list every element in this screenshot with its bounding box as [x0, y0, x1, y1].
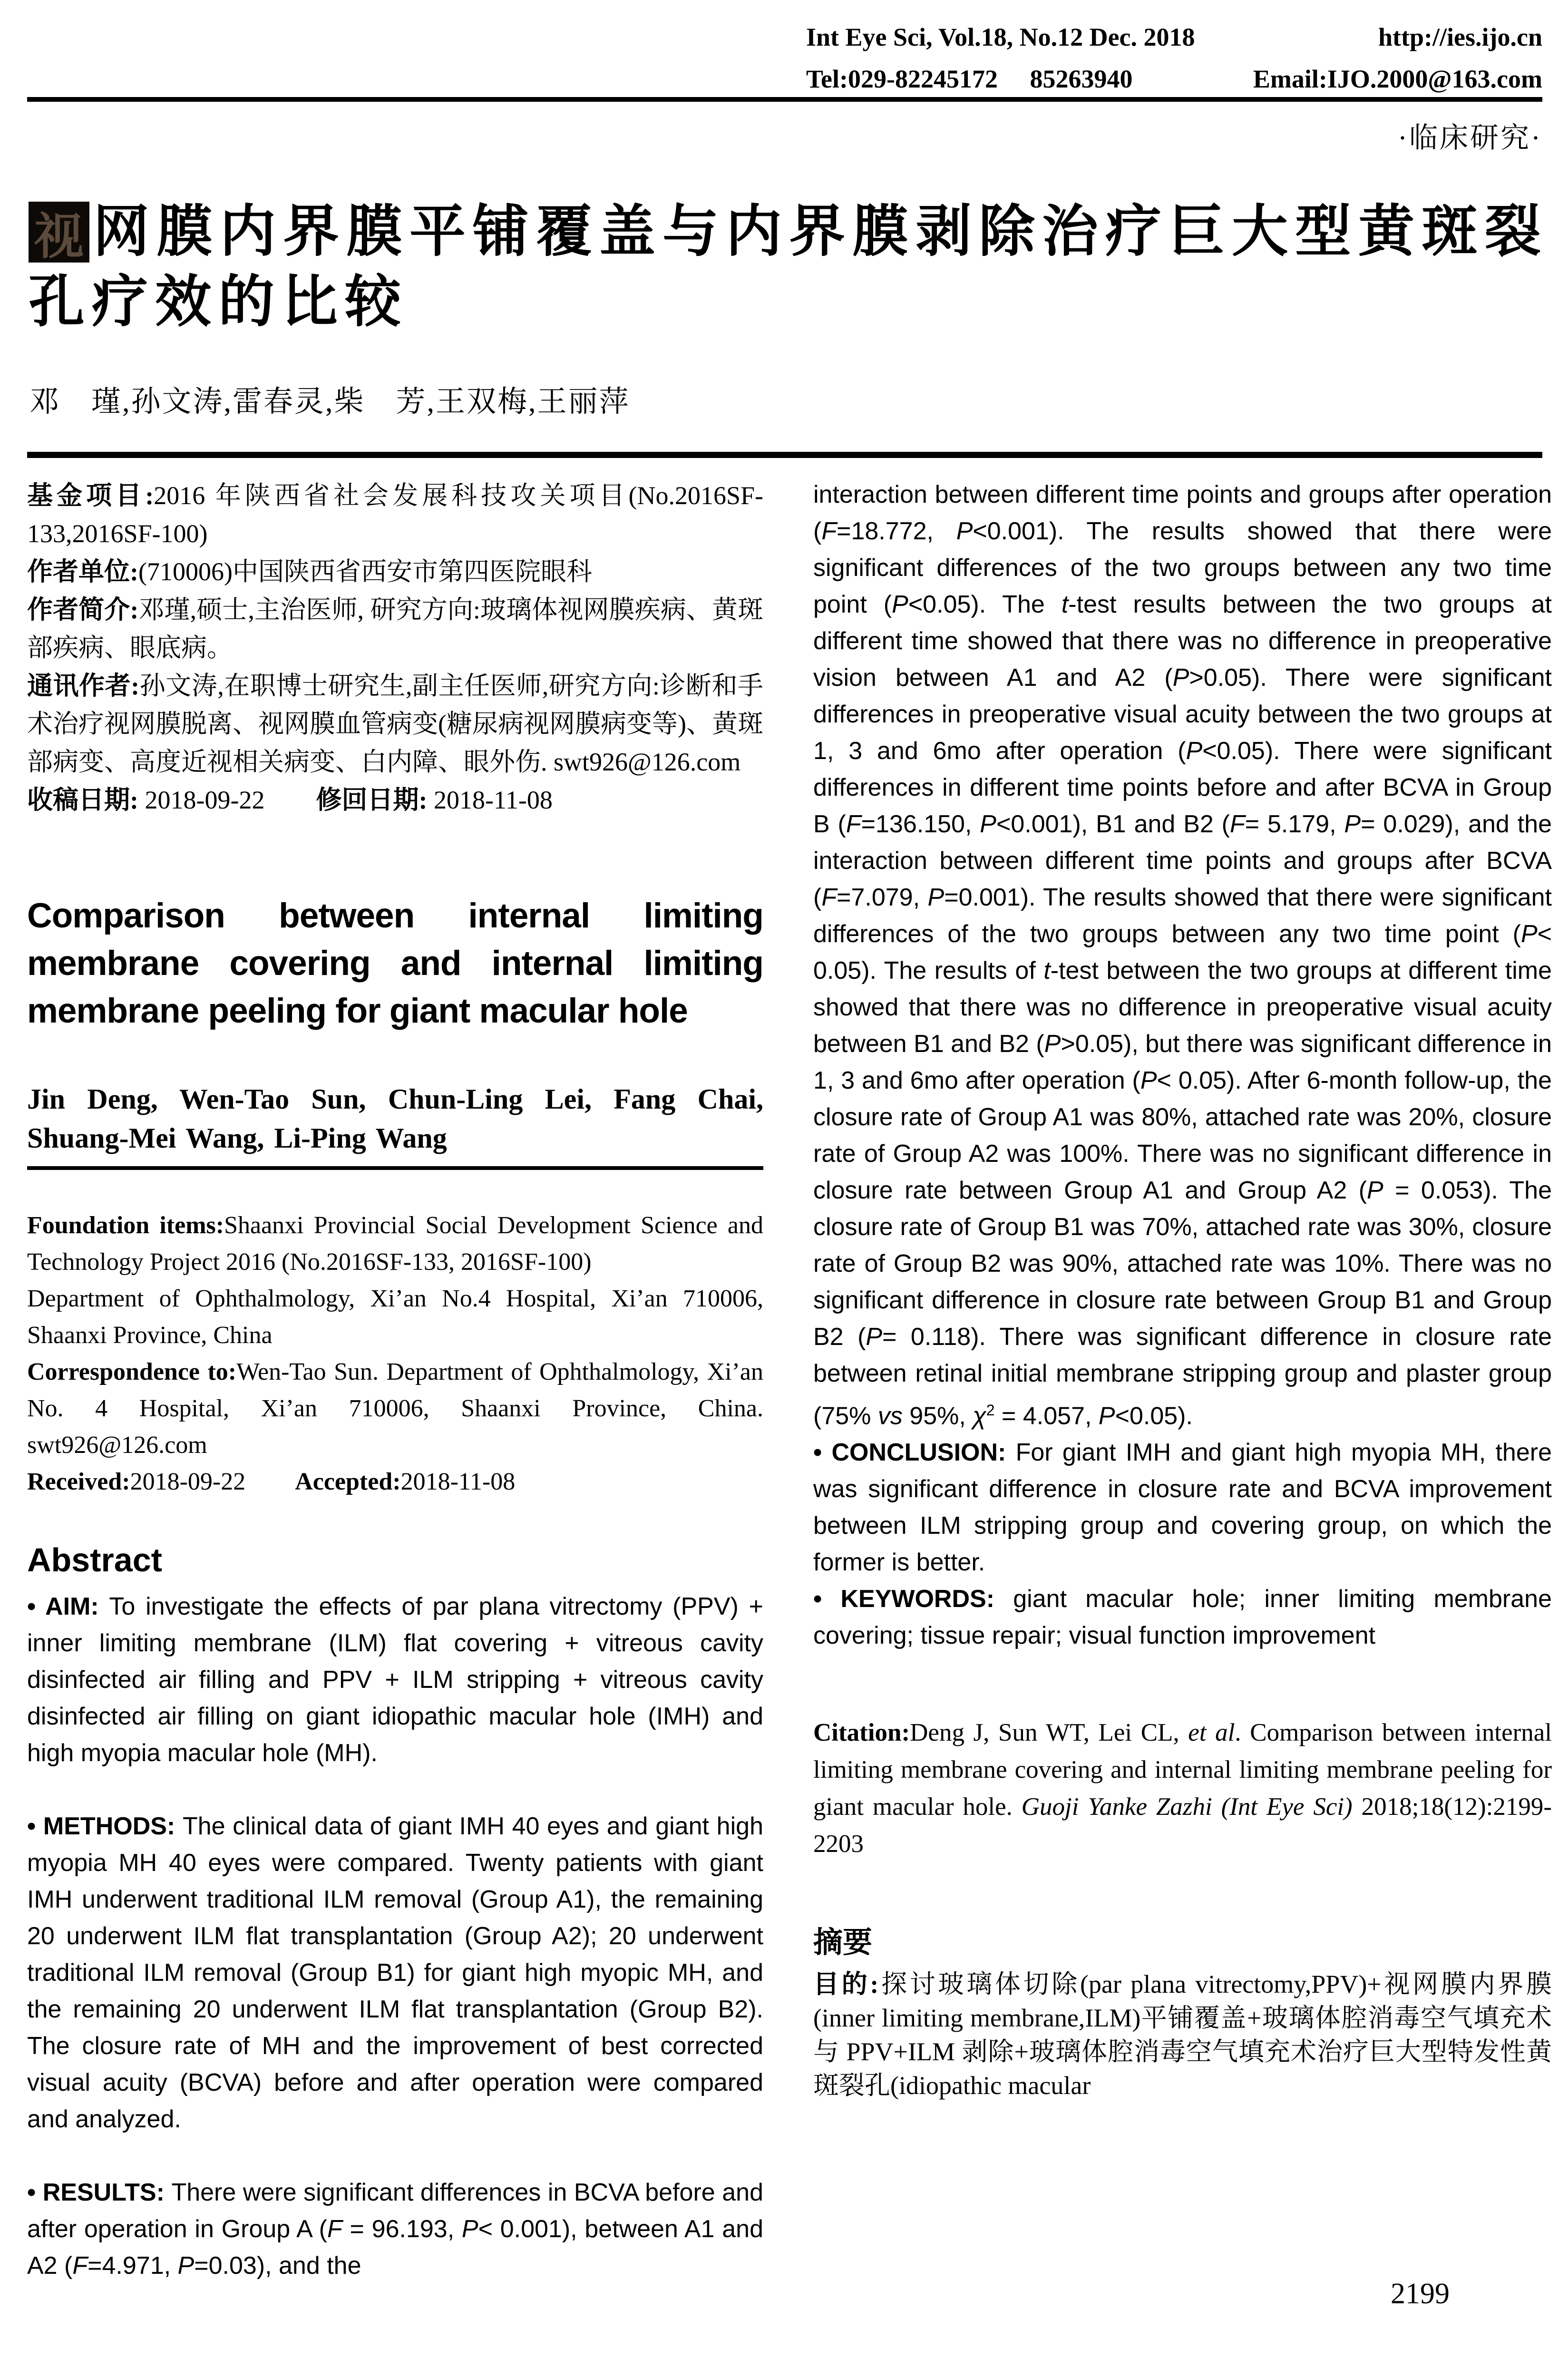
- article-title-zh-line1: [29, 202, 1548, 263]
- right-column: [813, 477, 1552, 2103]
- footnote-fund: 基金项目:2016 年陕西省社会发展科技攻关项目(No.2016SF-133,2016SF-100): [27, 481, 764, 548]
- footnote-correspondence: 通讯作者:孙文涛,在职博士研究生,副主任医师,研究方向:诊断和手术治疗视网膜脱离、视网膜血管病变(糖尿病视网膜病变等)、黄斑部病变、高度近视相关病变、白内障、眼外伤. swt926@126.com: [27, 672, 763, 776]
- journal-masthead-line2: [806, 65, 1542, 93]
- article-title-zh-line2: 孔疗效的比较: [29, 271, 409, 333]
- abstract-results-left: • RESULTS: There were significant differences in BCVA before and after operation in Group A (F = 96.193, P< 0.001), between A1 and A2 (F=4.971, P=0.03), and the: [27, 2179, 764, 2280]
- received-accepted: Received:2018-09-22 Accepted:2018-11-08: [27, 1468, 516, 1495]
- title-dropcap-box: 视: [29, 202, 89, 263]
- article-title-zh-text: 网膜内界膜平铺覆盖与内界膜剥除治疗巨大型黄斑裂: [93, 201, 1549, 263]
- abstract-zh-aim: 目的:探讨玻璃体切除(par plana vitrectomy,PPV)+视网膜内界膜(inner limiting membrane,ILM)平铺覆盖+玻璃体腔消毒空气填充术与 PPV+ILM 剥除+玻璃体腔消毒空气填充术治疗巨大型特发性黄斑裂孔(idiopathic macular: [813, 1970, 1552, 2100]
- section-label: ·临床研究·: [1398, 122, 1542, 154]
- masthead-issue-info: Int Eye Sci, Vol.18, No.12 Dec. 2018: [806, 23, 1195, 51]
- footnote-divider-rule: [27, 1166, 763, 1170]
- title-divider-rule: [27, 452, 1542, 458]
- department-line: Department of Ophthalmology, Xi’an No.4 Hospital, Xi’an 710006, Shaanxi Province, China: [27, 1285, 763, 1349]
- abstract-keywords: • KEYWORDS: giant macular hole; inner limiting membrane covering; tissue repair; visual function improvement: [813, 1585, 1552, 1650]
- authors-zh: 邓 瑾,孙文涛,雷春灵,柴 芳,王双梅,王丽萍: [29, 386, 630, 418]
- abstract-conclusion: • CONCLUSION: For giant IMH and giant high myopia MH, there was significant difference in closure rate and BCVA improvement between ILM stripping group and covering group, on which the former is better.: [813, 1439, 1552, 1577]
- abstract-methods: • METHODS: The clinical data of giant IMH 40 eyes and giant high myopia MH 40 eyes were compared. Twenty patients with giant IMH underwent traditional ILM removal (Group A1), the remaining 20 underwent ILM flat transplantation (Group A2); 20 underwent traditional ILM removal (Group B1) for giant high myopic MH, and the remaining 20 underwent ILM flat transplantation (Group B2). The closure rate of MH and the improvement of best corrected visual acuity (BCVA) before and after operation were compared and analyzed.: [27, 1812, 763, 2133]
- footnote-affiliation: 作者单位:(710006)中国陕西省西安市第四医院眼科: [27, 557, 592, 586]
- foundation-items: Foundation items:Shaanxi Provincial Social Development Science and Technology Project 2016 (No.2016SF-133, 2016SF-100): [27, 1212, 763, 1276]
- citation: Citation:Deng J, Sun WT, Lei CL, et al. Comparison between internal limiting membrane covering and internal limiting membrane peeling for giant macular hole. Guoji Yanke Zazhi (Int Eye Sci) 2018;18(12):2199-2203: [813, 1719, 1552, 1858]
- abstract-results-continued: interaction between different time points and groups after operation (F=18.772, P<0.001). The results showed that there were significant differences of the two groups between any two time point (P<0.05). The t-test results between the two groups at different time showed that there was no difference in preoperative vision between A1 and A2 (P>0.05). There were significant differences in preoperative visual acuity between the two groups at 1, 3 and 6mo after operation (P<0.05). There were significant differences in different time points before and after BCVA in Group B (F=136.150, P<0.001), B1 and B2 (F= 5.179, P= 0.029), and the interaction between different time points and groups after BCVA (F=7.079, P=0.001). The results showed that there were significant differences of the two groups between any two time point (P< 0.05). The results of t-test between the two groups at different time showed that there was no difference in preoperative visual acuity between B1 and B2 (P>0.05), but there was significant difference in 1, 3 and 6mo after operation (P< 0.05). After 6-month follow-up, the closure rate of Group A1 was 80%, attached rate was 20%, closure rate of Group A2 was 100%. There was no significant difference in closure rate between Group A1 and Group A2 (P = 0.053). The closure rate of Group B1 was 70%, attached rate was 30%, closure rate of Group B2 was 90%, attached rate was 10%. There was no significant difference in closure rate between Group B1 and Group B2 (P= 0.118). There was significant difference in closure rate between retinal initial membrane stripping group and plaster group (75% vs 95%, $\chi^2 = 4.057$, P<0.05).: [813, 481, 1552, 1430]
- article-title-en: Comparison between internal limiting membrane covering and internal limiting membrane peeling for giant macular hole: [27, 896, 763, 1030]
- masthead-email: Email:IJO.2000@163.com: [1253, 65, 1542, 93]
- chinese-footnotes-block: [27, 477, 763, 819]
- footnote-dates: 收稿日期: 2018-09-22 修回日期: 2018-11-08: [27, 786, 553, 814]
- correspondence-to: Correspondence to:Wen-Tao Sun. Department of Ophthalmology, Xi’an No. 4 Hospital, Xi’an 710006, Shaanxi Province, China. swt926@126.com: [27, 1358, 763, 1459]
- page-number: 2199: [1391, 2278, 1450, 2310]
- header-rule: [27, 97, 1542, 102]
- masthead-tel: Tel:029-82245172 85263940: [806, 65, 1133, 93]
- masthead-url: http://ies.ijo.cn: [1378, 23, 1542, 51]
- abstract-zh-heading: 摘要: [813, 1927, 873, 1959]
- authors-en: Jin Deng, Wen-Tao Sun, Chun-Ling Lei, Fang Chai, Shuang-Mei Wang, Li-Ping Wang: [27, 1083, 763, 1154]
- abstract-aim: • AIM: To investigate the effects of par plana vitrectomy (PPV) + inner limiting membrane (ILM) flat covering + vitreous cavity disinfected air filling and PPV + ILM stripping + vitreous cavity disinfected air filling on giant idiopathic macular hole (IMH) and high myopia macular hole (MH).: [27, 1593, 763, 1767]
- footnote-bio: 作者简介:邓瑾,硕士,主治医师, 研究方向:玻璃体视网膜疾病、黄斑部疾病、眼底病。: [27, 595, 763, 662]
- journal-masthead-line1: [806, 23, 1542, 51]
- english-footnotes-block: [27, 1207, 763, 1500]
- abstract-heading: Abstract: [27, 1541, 162, 1578]
